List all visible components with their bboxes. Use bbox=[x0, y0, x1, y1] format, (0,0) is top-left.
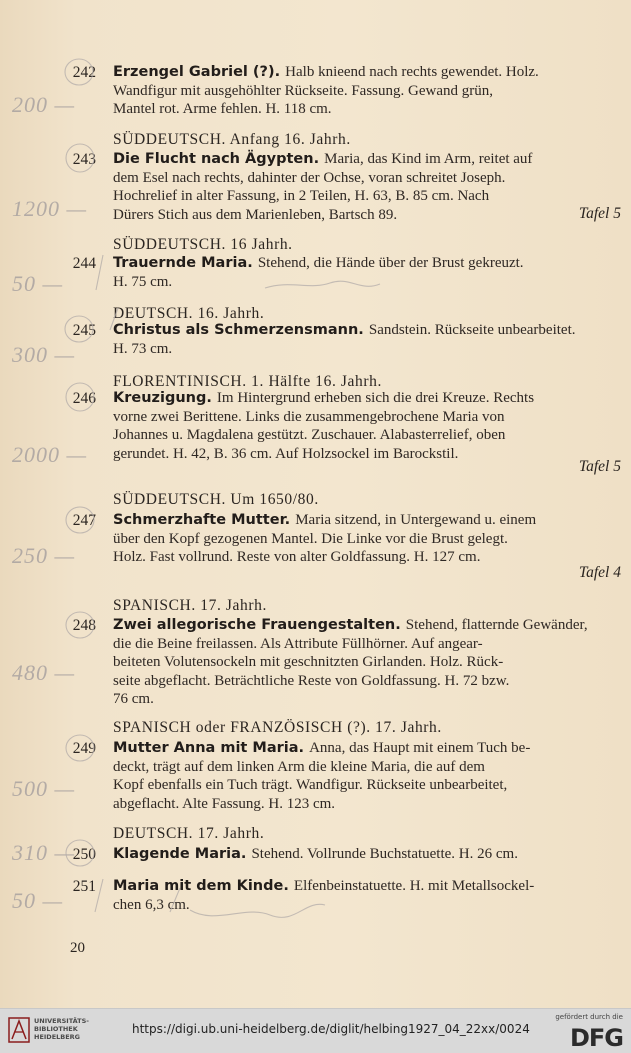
pencil-price: 50 — bbox=[12, 888, 64, 913]
entry-text bbox=[113, 877, 623, 914]
text-line: die die Beine freilassen. Als Attribute Füllhörner. Auf angear- bbox=[113, 635, 483, 652]
text-line: vorne zwei Berittene. Links die zusammengebrochene Maria von bbox=[113, 408, 505, 425]
text-line: über den Kopf gezogenen Mantel. Die Linke vor die Brust gelegt. bbox=[113, 530, 508, 547]
text-line: H. 75 cm. bbox=[113, 273, 173, 290]
lot-number: 243 bbox=[72, 151, 96, 168]
text-line: Maria, das Kind im Arm, reitet auf bbox=[324, 151, 533, 167]
dfg-logo: DFG bbox=[569, 1024, 623, 1052]
text-line: Kopf ebenfalls ein Tuch trägt. Wandfigur. Rückseite unbearbeitet, bbox=[113, 777, 508, 793]
lot-title: Zwei allegorische Frauengestalten. bbox=[113, 617, 406, 633]
entry-text bbox=[113, 739, 623, 813]
lot-number: 247 bbox=[72, 512, 96, 529]
lot-number: 249 bbox=[72, 740, 96, 757]
pencil-price: 50 — bbox=[12, 271, 64, 296]
text-line: H. 73 cm. bbox=[113, 340, 173, 357]
lot-number: 244 bbox=[72, 255, 96, 272]
text-line: Hochrelief in alter Fassung, in 2 Teilen, H. 63, B. 85 cm. Nach bbox=[113, 188, 490, 204]
text-line: 76 cm. bbox=[113, 691, 154, 707]
pencil-price: 300 — bbox=[12, 342, 76, 367]
lot-title: Klagende Maria. bbox=[113, 846, 252, 862]
region-heading: SÜDDEUTSCH. Anfang 16. Jahrh. bbox=[113, 131, 351, 148]
pencil-price: 200 — bbox=[12, 92, 76, 117]
text-line: Stehend, flatternde Gewänder, bbox=[405, 617, 588, 633]
region-heading: DEUTSCH. 17. Jahrh. bbox=[113, 825, 265, 842]
text-line: Stehend, die Hände über der Brust gekreuzt. bbox=[257, 255, 524, 271]
text-line: beiteten Volutensockeln mit geschnitzten Girlanden. Holz. Rück- bbox=[113, 654, 504, 670]
lot-number: 245 bbox=[72, 322, 96, 339]
entry-text bbox=[113, 254, 623, 291]
lot-title: Mutter Anna mit Maria. bbox=[113, 740, 310, 756]
lot-number: 246 bbox=[72, 390, 96, 407]
plate-reference: Tafel 5 bbox=[578, 458, 621, 475]
lot-title: Die Flucht nach Ägypten. bbox=[113, 151, 325, 167]
text-line: Anna, das Haupt mit einem Tuch be- bbox=[309, 740, 531, 756]
lot-title: Kreuzigung. bbox=[113, 390, 217, 406]
text-line: seite abgeflacht. Beträchtliche Reste von Goldfassung. H. 72 bzw. bbox=[113, 672, 510, 689]
text-line: Holz. Fast vollrund. Reste von alter Goldfassung. H. 127 cm. bbox=[113, 549, 481, 565]
library-line: HEIDELBERG bbox=[34, 1033, 81, 1041]
lot-title: Schmerzhafte Mutter. bbox=[113, 512, 296, 528]
region-heading: SPANISCH oder FRANZÖSISCH (?). 17. Jahrh. bbox=[113, 719, 442, 736]
lot-title: Christus als Schmerzensmann. bbox=[113, 322, 369, 338]
pencil-price: 2000 — bbox=[12, 442, 88, 467]
region-heading: SPANISCH. 17. Jahrh. bbox=[113, 597, 267, 614]
pencil-price: 480 — bbox=[12, 660, 76, 685]
pencil-price: 250 — bbox=[12, 543, 76, 568]
entry-text bbox=[113, 150, 623, 224]
library-line: BIBLIOTHEK bbox=[34, 1025, 78, 1033]
lot-number: 242 bbox=[72, 64, 96, 81]
region-heading: FLORENTINISCH. 1. Hälfte 16. Jahrh. bbox=[113, 373, 382, 390]
lot-number: 250 bbox=[72, 846, 96, 863]
text-line: dem Esel nach rechts, dahinter der Ochse, voran schreitet Joseph. bbox=[113, 169, 506, 186]
permalink-url[interactable]: https://digi.ub.uni-heidelberg.de/diglit/helbing1927_04_22xx/0024 bbox=[132, 1022, 530, 1036]
pencil-price: 1200 — bbox=[12, 196, 88, 221]
region-heading: DEUTSCH. 16. Jahrh. bbox=[113, 305, 265, 322]
lot-number: 248 bbox=[72, 617, 96, 634]
text-line: abgeflacht. Alte Fassung. H. 123 cm. bbox=[113, 795, 336, 812]
text-line: deckt, trägt auf dem linken Arm die kleine Maria, die auf dem bbox=[113, 758, 485, 775]
entry-text bbox=[113, 511, 623, 567]
text-line: Maria sitzend, in Untergewand u. einem bbox=[295, 512, 537, 528]
region-heading: SÜDDEUTSCH. 16 Jahrh. bbox=[113, 236, 293, 253]
entry-text bbox=[113, 845, 623, 864]
text-line: Im Hintergrund erheben sich die drei Kreuze. Rechts bbox=[216, 390, 535, 406]
text-line: chen 6,3 cm. bbox=[113, 896, 190, 913]
text-line: Wandfigur mit ausgehöhlter Rückseite. Fassung. Gewand grün, bbox=[113, 82, 493, 99]
lot-title: Erzengel Gabriel (?). bbox=[113, 64, 286, 80]
entry-text bbox=[113, 389, 623, 463]
pencil-price: 310 — bbox=[12, 840, 76, 865]
region-heading: SÜDDEUTSCH. Um 1650/80. bbox=[113, 491, 319, 508]
text-line: Sandstein. Rückseite unbearbeitet. bbox=[368, 322, 576, 338]
pencil-price: 500 — bbox=[12, 776, 76, 801]
entry-text bbox=[113, 63, 623, 119]
lot-number: 251 bbox=[72, 878, 96, 895]
library-name bbox=[34, 1017, 89, 1041]
text-line: Elfenbeinstatuette. H. mit Metallsockel- bbox=[293, 878, 535, 894]
text-line: Mantel rot. Arme fehlen. H. 118 cm. bbox=[113, 101, 332, 117]
text-line: Johannes u. Magdalena gestützt. Zuschauer. Alabasterrelief, oben bbox=[113, 427, 506, 443]
plate-reference: Tafel 5 bbox=[578, 205, 621, 222]
text-line: Dürers Stich aus dem Marienleben, Bartsch 89. bbox=[113, 206, 398, 223]
page-number: 20 bbox=[70, 940, 85, 956]
entry-text bbox=[113, 616, 623, 709]
entry-text bbox=[113, 321, 623, 358]
text-line: Halb knieend nach rechts gewendet. Holz. bbox=[285, 64, 539, 80]
lot-title: Trauernde Maria. bbox=[113, 255, 258, 271]
lot-title: Maria mit dem Kinde. bbox=[113, 878, 294, 894]
funded-by-label: gefördert durch die bbox=[555, 1013, 623, 1021]
plate-reference: Tafel 4 bbox=[578, 564, 621, 581]
library-line: UNIVERSITÄTS- bbox=[34, 1017, 89, 1025]
university-seal-icon bbox=[8, 1017, 30, 1043]
text-line: gerundet. H. 42, B. 36 cm. Auf Holzsockel im Barockstil. bbox=[113, 445, 459, 462]
viewer-footer bbox=[0, 1008, 631, 1053]
text-line: Stehend. Vollrunde Buchstatuette. H. 26 cm. bbox=[251, 846, 518, 862]
